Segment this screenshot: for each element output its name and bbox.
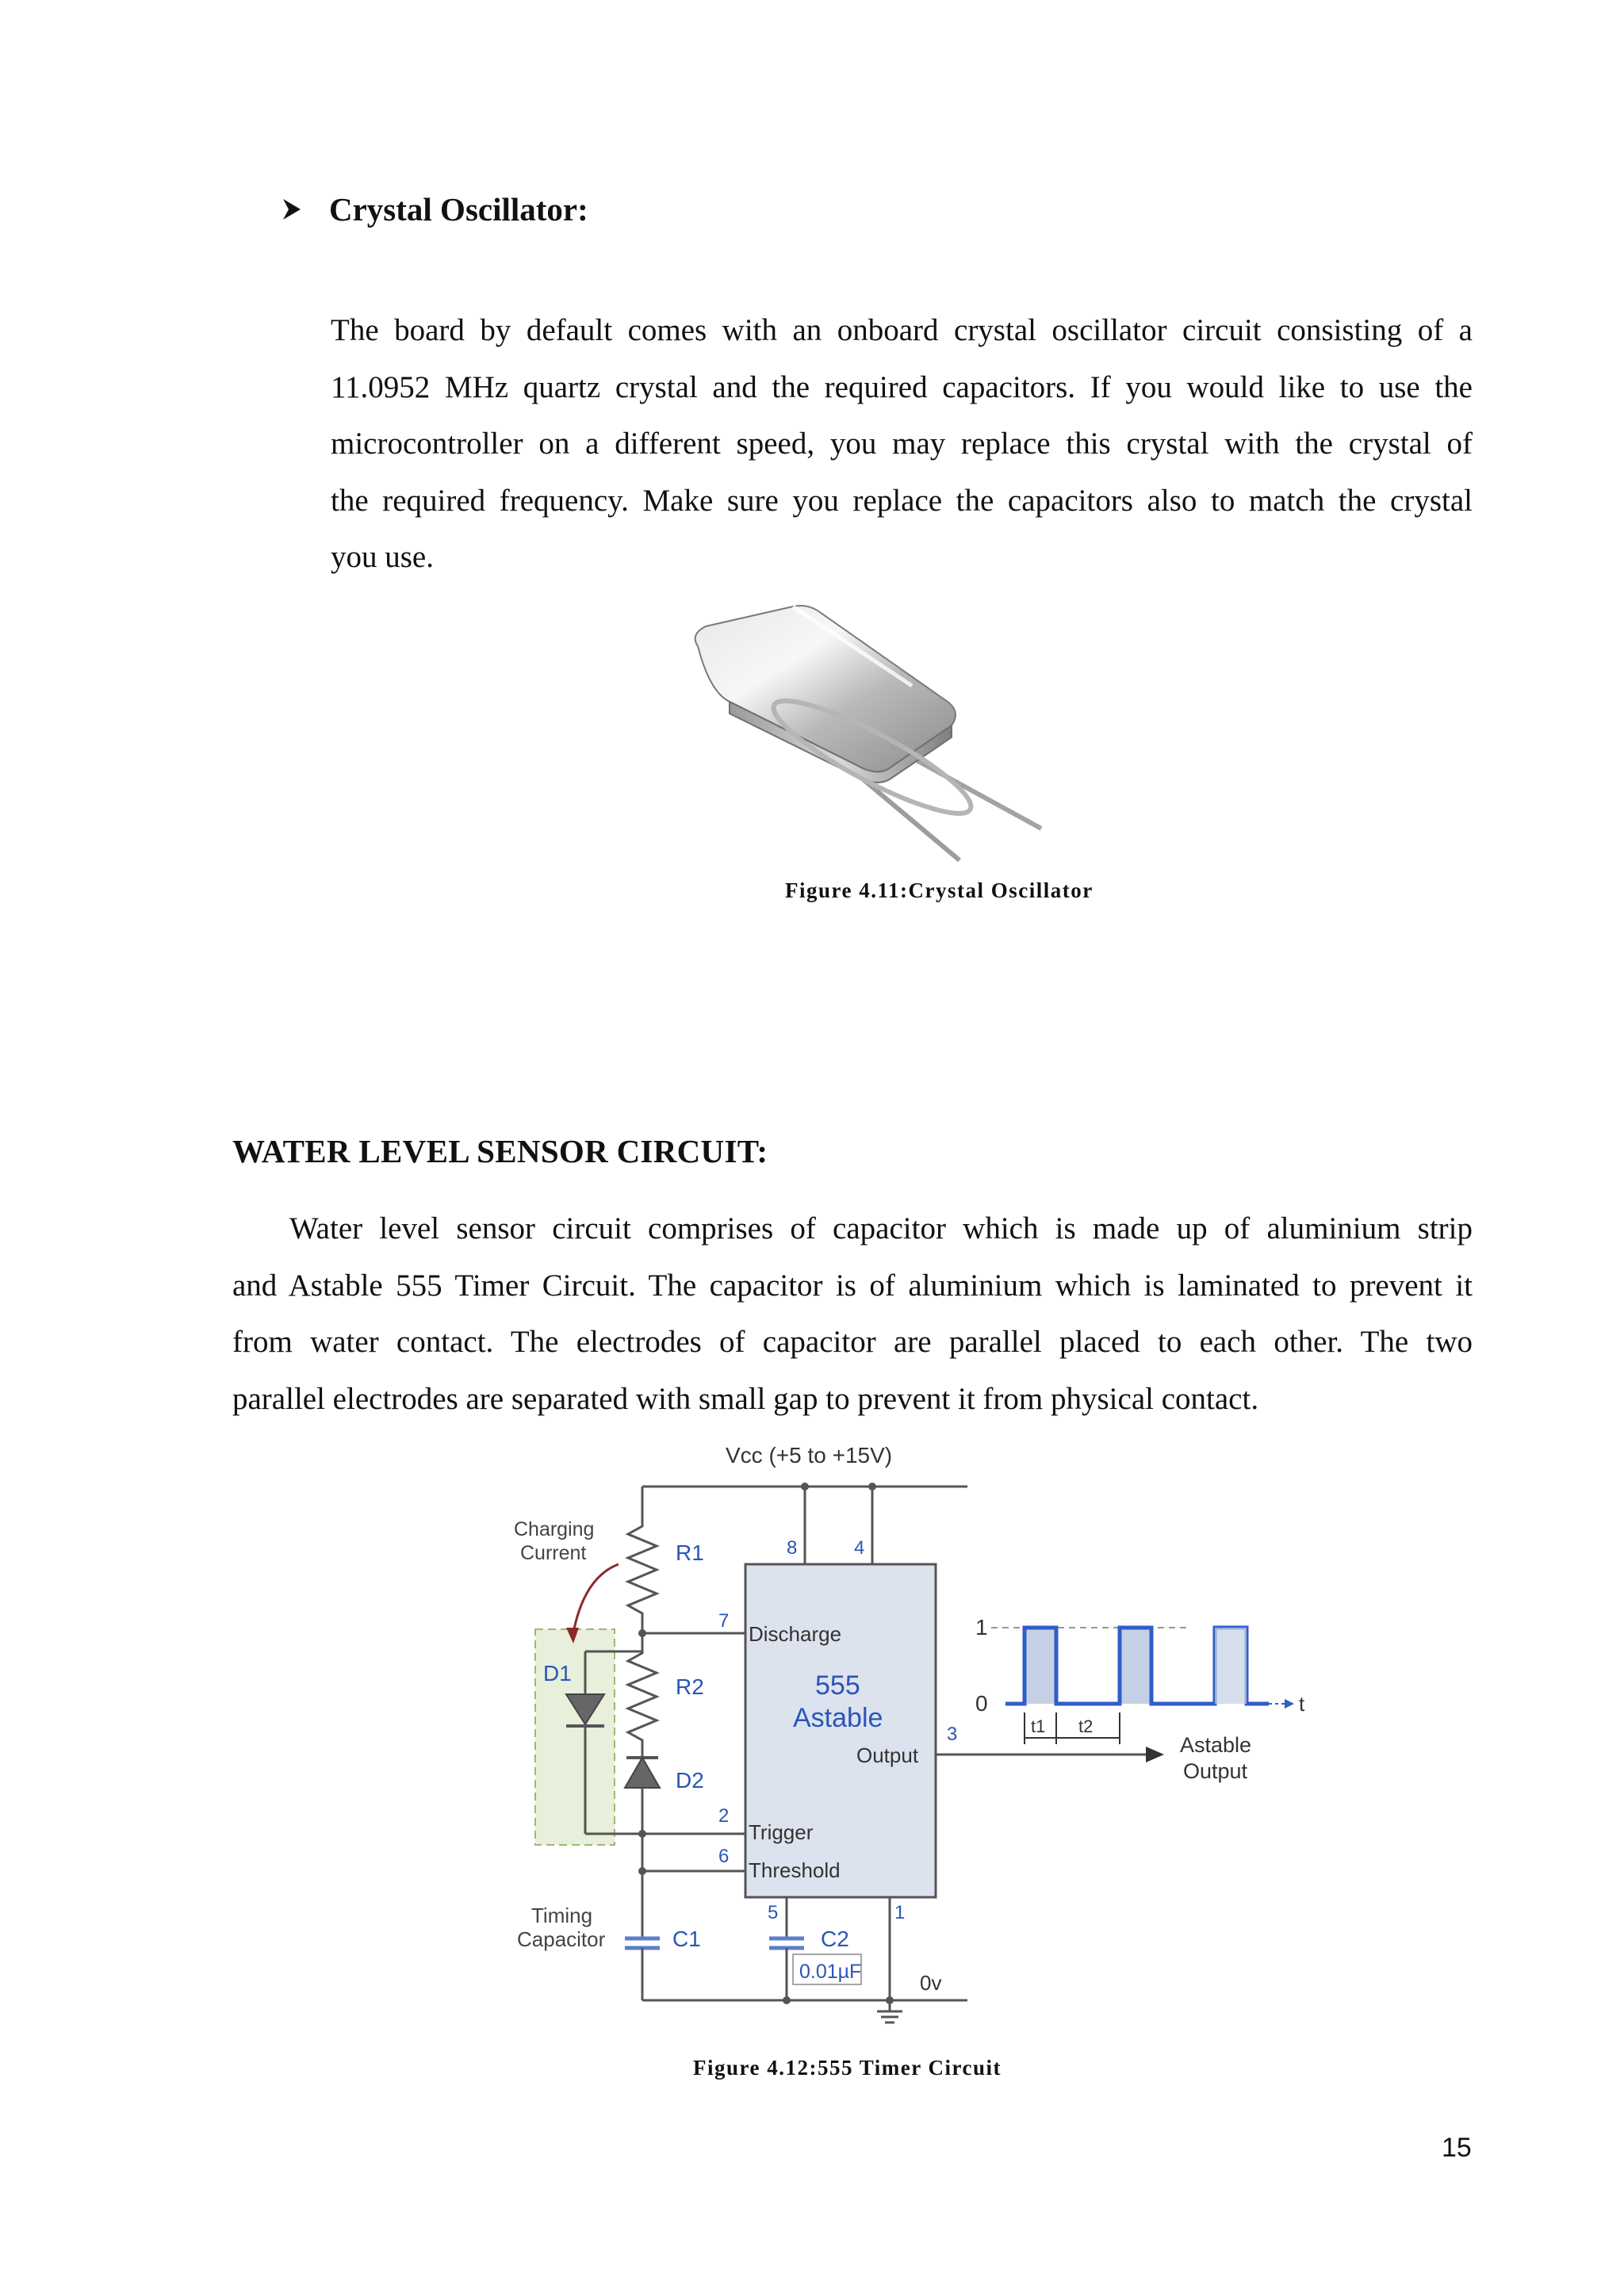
ic-name-astable: Astable [793, 1703, 883, 1733]
ground-icon [877, 2000, 902, 2022]
pin-4-label: 4 [854, 1537, 865, 1559]
r2-label: R2 [676, 1674, 704, 1699]
d2-label: D2 [676, 1768, 704, 1793]
page-number: 15 [1442, 2133, 1472, 2163]
water-level-heading: WATER LEVEL SENSOR CIRCUIT: [232, 1133, 768, 1169]
paragraph-line: and Astable 555 Timer Circuit. The capacitor is of aluminium which is laminated to prevent it [232, 1268, 1473, 1303]
pin-6-label: 6 [718, 1846, 730, 1867]
d2-diode [625, 1758, 660, 1788]
ground-label: 0v [920, 1971, 942, 1995]
crystal-heading-text: Crystal Oscillator: [329, 191, 588, 228]
crystal-oscillator-image [674, 599, 1055, 868]
astable-output-label-1: Astable [1180, 1733, 1252, 1757]
figure-caption-timer: Figure 4.12:555 Timer Circuit [693, 2056, 1002, 2080]
vcc-label: Vcc (+5 to +15V) [726, 1443, 893, 1468]
paragraph-line: from water contact. The electrodes of capacitor are parallel placed to each other. The two [232, 1325, 1473, 1359]
paragraph-line: you use. [331, 540, 434, 574]
paragraph-line: 11.0952 MHz quartz crystal and the required capacitors. If you would like to use the [331, 369, 1473, 404]
crystal-paragraph [331, 302, 1473, 586]
wave-t-label: t [1299, 1692, 1305, 1716]
wave-t1-label: t1 [1031, 1716, 1046, 1736]
c1-label: C1 [672, 1927, 701, 1951]
pin-7-label: 7 [718, 1610, 730, 1632]
pin-discharge-label: Discharge [749, 1622, 842, 1646]
paragraph-line: microcontroller on a different speed, you may replace this crystal with the crystal of [331, 427, 1473, 461]
ic-name-555: 555 [815, 1670, 860, 1701]
figure-caption-crystal: Figure 4.11:Crystal Oscillator [785, 878, 1094, 902]
paragraph-line: Water level sensor circuit comprises of capacitor which is made up of aluminium strip [289, 1211, 1473, 1246]
r1-resistor [628, 1518, 657, 1620]
arrow-bullet-icon [282, 197, 302, 221]
pin-3-label: 3 [947, 1724, 958, 1745]
pin-trigger-label: Trigger [749, 1820, 814, 1844]
pin-threshold-label: Threshold [749, 1858, 841, 1882]
pin-2-label: 2 [718, 1805, 730, 1827]
pin-5-label: 5 [768, 1902, 779, 1923]
astable-output-label-2: Output [1183, 1759, 1248, 1783]
c2-value-label: 0.01µF [799, 1961, 862, 1983]
paragraph-line: parallel electrodes are separated with small gap to prevent it from physical contact. [232, 1381, 1259, 1416]
charging-label-1: Charging [514, 1518, 595, 1540]
wave-low-label: 0 [975, 1691, 988, 1716]
r1-label: R1 [676, 1540, 704, 1565]
d1-label: D1 [543, 1661, 572, 1686]
pin-output-label: Output [856, 1743, 919, 1767]
astable-waveform [991, 1628, 1294, 1709]
paragraph-line: The board by default comes with an onboard crystal oscillator circuit consisting of a [331, 313, 1473, 347]
r2-resistor [628, 1645, 657, 1747]
pin-8-label: 8 [787, 1537, 798, 1559]
section-heading-crystal [282, 190, 588, 228]
pin-1-label: 1 [894, 1902, 906, 1923]
wave-t2-label: t2 [1078, 1716, 1094, 1736]
timer-circuit-diagram [500, 1439, 1308, 2042]
charging-label-2: Current [520, 1542, 587, 1564]
c2-label: C2 [821, 1927, 849, 1951]
timing-capacitor-label-2: Capacitor [517, 1927, 606, 1951]
water-level-paragraph [232, 1200, 1473, 1427]
paragraph-line: the required frequency. Make sure you replace the capacitors also to match the crystal [331, 483, 1473, 518]
wave-high-label: 1 [975, 1615, 988, 1640]
timing-capacitor-label-1: Timing [531, 1904, 593, 1927]
charging-current-arrow [573, 1564, 619, 1637]
